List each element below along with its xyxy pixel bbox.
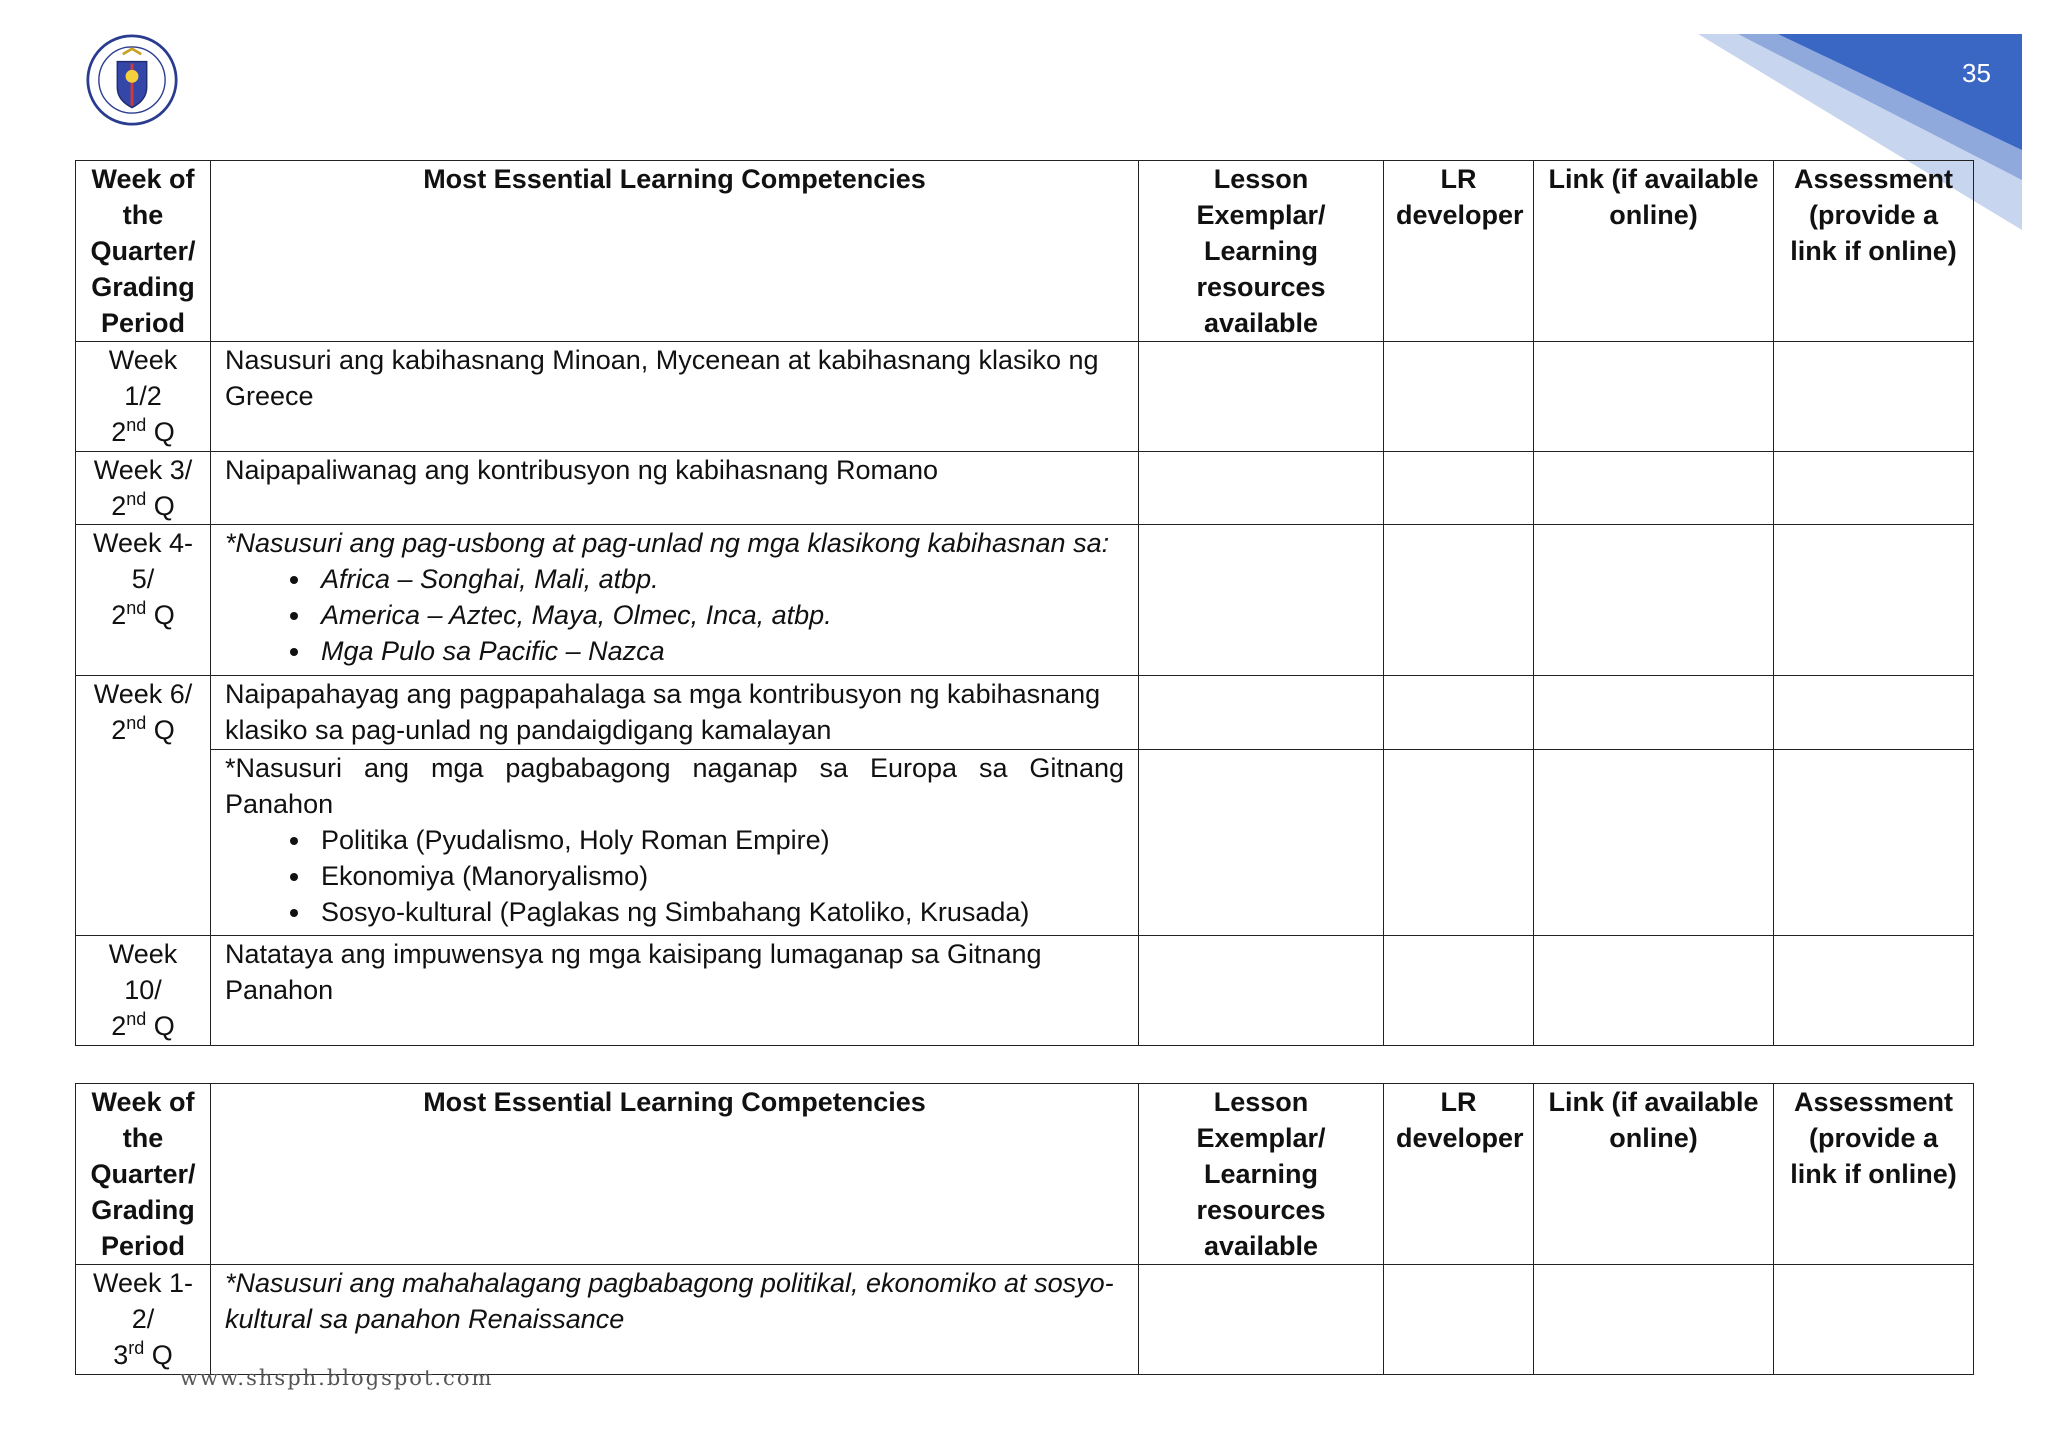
assessment-cell [1774,1265,1974,1375]
table-header-row [76,161,1974,342]
lesson-cell [1139,936,1384,1046]
table-row [76,750,1974,936]
list-item: • Politika (Pyudalismo, Holy Roman Empire) [313,822,1124,858]
deped-seal-icon [86,34,178,126]
header-assessment: Assessment (provide a link if online) [1774,161,1974,342]
assessment-cell [1774,342,1974,452]
page-number: 35 [1962,58,1991,88]
watermark: www.shsph.blogspot.com [180,1366,494,1390]
header-lr-developer: LR developer [1384,1084,1534,1265]
table-row [76,342,1974,452]
list-item: • Mga Pulo sa Pacific – Nazca [313,633,1124,669]
table-row [76,525,1974,676]
lr-cell [1384,1265,1534,1375]
header-assessment: Assessment (provide a link if online) [1774,1084,1974,1265]
week-cell: Week 3/ 2nd Q [76,452,211,525]
competency-cell: Naipapahayag ang pagpapahalaga sa mga kontribusyon ng kabihasnang klasiko sa pag-unlad ng pandaigdigang kamalayan [211,676,1139,750]
header-link: Link (if available online) [1534,1084,1774,1265]
lr-cell [1384,750,1534,936]
list-item: • Sosyo-kultural (Paglakas ng Simbahang Katoliko, Krusada) [313,894,1124,930]
list-item: • Ekonomiya (Manoryalismo) [313,858,1124,894]
competency-cell [211,750,1139,936]
week-cell: Week 10/ 2nd Q [76,936,211,1046]
table-row [76,936,1974,1046]
link-cell [1534,750,1774,936]
competency-cell: Naipapaliwanag ang kontribusyon ng kabihasnang Romano [211,452,1139,525]
lr-cell [1384,936,1534,1046]
link-cell [1534,1265,1774,1375]
header-lesson: Lesson Exemplar/ Learning resources available [1139,161,1384,342]
link-cell [1534,676,1774,750]
lesson-cell [1139,452,1384,525]
header-lr-developer: LR developer [1384,161,1534,342]
lesson-cell [1139,1265,1384,1375]
header-lesson: Lesson Exemplar/ Learning resources available [1139,1084,1384,1265]
week-cell: Week 1- 2/ 3rd Q [76,1265,211,1375]
lr-cell [1384,525,1534,676]
bullet-list [225,561,1124,669]
competency-cell: Nasusuri ang kabihasnang Minoan, Mycenean at kabihasnang klasiko ng Greece [211,342,1139,452]
header-link: Link (if available online) [1534,161,1774,342]
competency-text: *Nasusuri ang pag-usbong at pag-unlad ng mga klasikong kabihasnan sa: [225,528,1110,558]
lesson-cell [1139,750,1384,936]
competency-cell [211,525,1139,676]
lesson-cell [1139,676,1384,750]
list-item: • Africa – Songhai, Mali, atbp. [313,561,1124,597]
week-cell: Week 6/ 2nd Q [76,676,211,936]
assessment-cell [1774,452,1974,525]
lr-cell [1384,452,1534,525]
header-week: Week of the Quarter/ Grading Period [76,161,211,342]
table-row [76,452,1974,525]
link-cell [1534,525,1774,676]
header-melc: Most Essential Learning Competencies [211,161,1139,342]
lr-cell [1384,342,1534,452]
competencies-table-2 [75,1083,1974,1375]
link-cell [1534,936,1774,1046]
assessment-cell [1774,750,1974,936]
table-row [76,676,1974,750]
lesson-cell [1139,342,1384,452]
link-cell [1534,342,1774,452]
header-melc: Most Essential Learning Competencies [211,1084,1139,1265]
assessment-cell [1774,525,1974,676]
table-row [76,1265,1974,1375]
competency-cell: *Nasusuri ang mahahalagang pagbabagong politikal, ekonomiko at sosyo-kultural sa panahon Renaissance [211,1265,1139,1375]
lesson-cell [1139,525,1384,676]
header-week: Week of the Quarter/ Grading Period [76,1084,211,1265]
bullet-list [225,822,1124,930]
table-header-row [76,1084,1974,1265]
assessment-cell [1774,936,1974,1046]
link-cell [1534,452,1774,525]
competency-cell: Natataya ang impuwensya ng mga kaisipang lumaganap sa Gitnang Panahon [211,936,1139,1046]
competencies-table-1 [75,160,1974,1046]
assessment-cell [1774,676,1974,750]
week-cell: Week 4- 5/ 2nd Q [76,525,211,676]
list-item: • America – Aztec, Maya, Olmec, Inca, atbp. [313,597,1124,633]
lr-cell [1384,676,1534,750]
competency-text: *Nasusuri ang mga pagbabagong naganap sa Europa sa Gitnang Panahon [225,753,1124,819]
week-cell: Week 1/2 2nd Q [76,342,211,452]
